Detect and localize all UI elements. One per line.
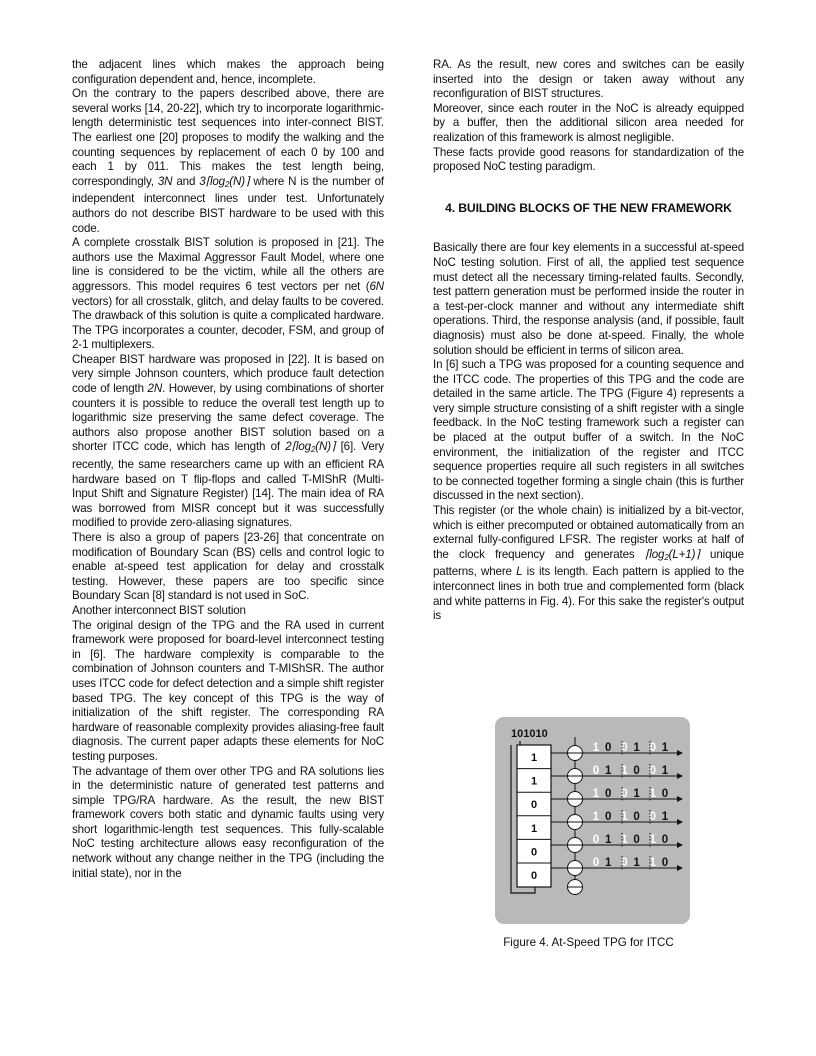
text-run: where N is the number of independent interconnect lines under test. Unfortunately authors do not describe BIST hardware to be used with this code. <box>72 174 384 235</box>
pattern-bit: 1 <box>633 742 640 754</box>
pattern-bit: 0 <box>621 857 628 869</box>
pattern-bit: 0 <box>592 857 600 869</box>
paragraph <box>433 504 744 624</box>
pattern-bit: 0 <box>633 765 640 777</box>
paragraph: These facts provide good reasons for standardization of the proposed NoC testing paradigm. <box>433 145 744 174</box>
math-part: ⌈log <box>644 547 665 561</box>
pattern-bit: 0 <box>661 834 669 846</box>
register-cell-value: 1 <box>530 752 538 764</box>
pattern-bit: 1 <box>592 788 600 800</box>
paragraph <box>72 353 384 531</box>
init-vector-label: 101010 <box>511 728 548 740</box>
pattern-bit: 0 <box>604 742 612 754</box>
pattern-bit: 1 <box>621 765 628 777</box>
text-run: . However, by using combinations of shorter counters it is possible to reduce the overall test length up to logarithmic size preserving the same defect coverage. The authors also propose another BIST solution based on a shorter ITCC code, which has length of <box>72 382 384 454</box>
pattern-bit: 1 <box>633 788 640 800</box>
pattern-bit: 1 <box>621 834 628 846</box>
paragraph: Moreover, since each router in the NoC is already equipped by a buffer, then the additional silicon area needed for realization of this framework is almost negligible. <box>433 101 744 144</box>
math-2n: 2N <box>147 382 163 396</box>
section-heading: 4. BUILDING BLOCKS OF THE NEW FRAMEWORK <box>445 200 732 215</box>
register-cell-value: 0 <box>530 846 538 859</box>
pattern-bit: 0 <box>649 811 657 823</box>
paragraph: The original design of the TPG and the RA used in current framework were proposed for board-level interconnect testing in [6]. The hardware complexity is comparable to the combination of Johnson counters and T-MIShSR. The author uses ITCC code for defect detection and a simple shift register based TPG. The key concept of this TPG is the way of initialization of the shift register. The corresponding RA hardware of reasonable complexity provides aliasing-free fault diagnosis. The current paper adapts these elements for NoC testing purposes. <box>72 618 384 763</box>
paragraph <box>72 236 384 353</box>
pattern-bit: 0 <box>661 788 669 800</box>
pattern-bit: 0 <box>592 834 600 846</box>
pattern-bit: 1 <box>621 811 628 823</box>
register-cell-value: 1 <box>530 775 538 788</box>
text-run: A complete crosstalk BIST solution is proposed in [21]. The authors use the Maximal Aggressor Fault Model, where one line is considered to be the victim, while all the others are aggressors. This model requires 6 test vectors per net ( <box>72 236 384 293</box>
text-run: is its length. Each pattern is applied to the interconnect lines in both true and complemented form (black and white patterns in Fig. 4). For this sake the register's output is <box>433 565 745 623</box>
pattern-bit: 0 <box>604 811 612 823</box>
pattern-bit: 1 <box>649 788 657 800</box>
paragraph: RA. As the result, new cores and switches can be easily inserted into the design or taken away without any reconfiguration of BIST structures. <box>433 58 744 101</box>
pattern-bit: 0 <box>633 834 640 846</box>
pattern-bit: 1 <box>661 765 669 777</box>
paragraph: Another interconnect BIST solution <box>72 603 246 617</box>
paragraph: Basically there are four key elements in a successful at-speed NoC testing solution. First of all, the applied test sequence must detect all the necessary timing-related faults. Secondly, test pattern generation must be performed inside the router in a test-per-clock manner and without any intermediate shift operations. Third, the response analysis (and, if possible, fault diagnosis) must also be done at-speed. Finally, the whole solution should be efficient in terms of silicon area. <box>433 241 744 357</box>
pattern-bit: 0 <box>592 765 600 777</box>
pattern-bit: 1 <box>604 857 612 869</box>
pattern-bit: 0 <box>633 811 640 823</box>
math-2log <box>285 440 335 453</box>
text-run: unique patterns, where <box>433 547 744 579</box>
paragraph: the adjacent lines which makes the approach being configuration dependent and, hence, incomplete. <box>72 58 384 86</box>
pattern-bit: 0 <box>649 765 657 777</box>
math-subscript: 2 <box>224 179 230 189</box>
pattern-bit: 0 <box>621 742 628 754</box>
math-subscript: 2 <box>664 552 669 562</box>
text-run: vectors) for all crosstalk, glitch, and delay faults to be covered. The drawback of this solution is quite a complicated hardware. The TPG incorporates a counter, decoder, FSM, and group of 2-1 multiplexers. <box>72 294 384 352</box>
pattern-bit: 1 <box>604 834 612 846</box>
pattern-bit: 1 <box>649 834 657 846</box>
math-part: 3⌈log <box>199 174 225 188</box>
pattern-bit: 1 <box>604 765 612 777</box>
text-run: On the contrary to the papers described above, there are several works [14, 20-22], which try to incorporate logarithmic-length deterministic test sequences into inter-connect BIST. The earliest one [20] proposes to modify the walking and the counting sequences by replacement of each 0 by 100 and each 1 by 011. This makes the test length being, correspondingly, <box>72 87 384 188</box>
pattern-bit: 1 <box>592 811 600 823</box>
register-cell-value: 0 <box>530 870 538 882</box>
math-part: (N)⌉ <box>229 174 250 188</box>
math-log <box>645 548 700 561</box>
paragraph: There is also a group of papers [23-26] that concentrate on modification of Boundary Scan (BS) cells and control logic to enable at-speed test application for delay and crosstalk testing. However, these papers are too specific since Boundary Scan [8] standard is not used in SoC. <box>72 531 384 603</box>
math-6n: 6N <box>369 279 384 293</box>
pattern-bit: 1 <box>661 811 669 823</box>
math-3n: 3N <box>157 174 173 188</box>
text-run: [6]. Very recently, the same researchers came up with an efficient RA hardware based on T flip-flops and called T-MIShR (Multi-Input Shift and Signature Register) [14]. The main idea of RA was borrowed from MISR concept but it was successfully modified to provide zero-aliasing signatures. <box>72 440 384 530</box>
math-3log <box>199 175 249 188</box>
figure-tpg-diagram <box>495 717 690 924</box>
pattern-bit: 0 <box>604 788 612 800</box>
figure-caption: Figure 4. At-Speed TPG for ITCC <box>503 936 674 949</box>
math-part: (N)⌉ <box>315 440 336 454</box>
pattern-bit: 0 <box>661 857 669 869</box>
left-column <box>72 58 384 881</box>
math-part: 2⌈log <box>285 440 311 454</box>
text-run: This register (or the whole chain) is initialized by a bit-vector, which is either precomputed or obtained automatically from an external fully-configured LFSR. The register works at half of the clock frequency and generates <box>433 504 744 561</box>
math-l: L <box>516 565 523 579</box>
math-subscript: 2 <box>310 445 316 455</box>
pattern-bit: 1 <box>592 742 600 754</box>
pattern-bit: 1 <box>649 857 657 869</box>
text-run: Cheaper BIST hardware was proposed in [22]. It is based on very simple Johnson counters, which produce fault detection code of length <box>72 352 384 396</box>
pattern-bit: 1 <box>633 857 640 869</box>
pattern-bit: 0 <box>621 788 628 800</box>
pattern-bit: 1 <box>661 742 669 754</box>
math-part: (L+1)⌉ <box>668 547 700 561</box>
register-cell-value: 0 <box>530 799 538 812</box>
right-column <box>433 58 744 624</box>
register-cell-value: 1 <box>530 822 538 835</box>
paragraph <box>72 87 384 236</box>
text-run: and <box>172 174 200 188</box>
pattern-bit: 0 <box>649 742 657 754</box>
paragraph: The advantage of them over other TPG and RA solutions lies in the deterministic nature of generated test patterns and simple TPG/RA hardware. As the result, the new BIST framework covers both static and dynamic faults using very short logarithmic-length test sequences. This fully-scalable NoC testing architecture allows easy reconfiguration of the network without any change neither in the TPG (including the initial state), nor in the <box>72 764 384 880</box>
paragraph: In [6] such a TPG was proposed for a counting sequence and the ITCC code. The properties of this TPG and the code are detailed in the same article. The TPG (Figure 4) represents a very simple structure consisting of a shift register with a single feedback. In the NoC testing framework such a register can be placed at the output buffer of a switch. In the NoC environment, the initialization of the register and ITCC sequence properties require all such registers in all switches to be connected together forming a single chain (this is further discussed in the next section). <box>433 358 744 503</box>
